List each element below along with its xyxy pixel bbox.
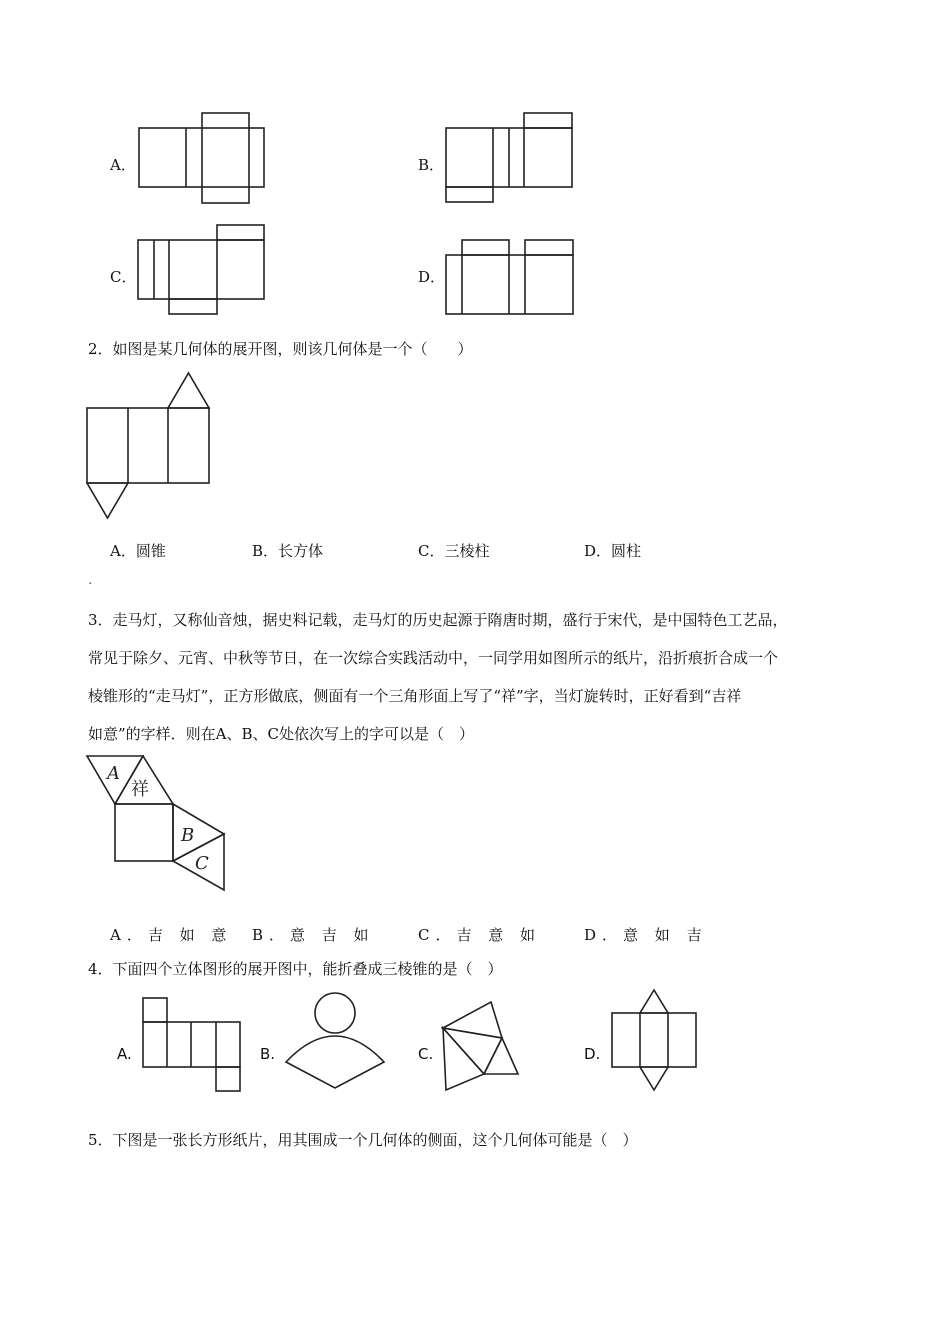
q4-option-a-label[interactable]: A. bbox=[117, 1045, 132, 1063]
q3-line-2: 常见于除夕、元宵、中秋等节日，在一次综合实践活动中，一同学用如图所示的纸片，沿折痕折合成一个 bbox=[88, 649, 779, 667]
q3-label-a: A bbox=[107, 763, 120, 784]
q2-number: 2． bbox=[88, 340, 113, 358]
q4-option-d-label[interactable]: D. bbox=[584, 1045, 601, 1063]
q4-option-c-label[interactable]: C. bbox=[418, 1045, 434, 1063]
q2-option-d[interactable]: D．圆柱 bbox=[584, 542, 642, 560]
q2-option-a[interactable]: A．圆锥 bbox=[110, 542, 166, 560]
q2-option-c[interactable]: C．三棱柱 bbox=[418, 542, 490, 560]
red-dot-mark: · bbox=[88, 576, 93, 592]
q3-label-c: C bbox=[195, 853, 209, 874]
q3-label-b: B bbox=[181, 825, 195, 846]
q3-label-xiang: 祥 bbox=[131, 779, 149, 800]
q3-line-4: 如意”的字样．则在A、B、C处依次写上的字可以是（ ） bbox=[88, 725, 475, 743]
q4-option-b-label[interactable]: B. bbox=[260, 1045, 276, 1063]
q2-stem: 如图是某几何体的展开图，则该几何体是一个（ ） bbox=[112, 340, 473, 358]
q1-option-a-label: A． bbox=[110, 156, 136, 174]
q3-option-b[interactable]: B．意 吉 如 bbox=[252, 926, 375, 944]
q3-option-d[interactable]: D．意 如 吉 bbox=[584, 926, 708, 944]
q3-option-a[interactable]: A．吉 如 意 bbox=[110, 926, 233, 944]
q2-option-b[interactable]: B．长方体 bbox=[252, 542, 324, 560]
q1-option-b-label: B． bbox=[418, 156, 445, 174]
q1-option-c-label: C． bbox=[110, 268, 137, 286]
q4-question-text: 4．下面四个立体图形的展开图中，能折叠成三棱锥的是（ ） bbox=[88, 960, 503, 978]
q5-question-text: 5．下图是一张长方形纸片，用其围成一个几何体的侧面，这个几何体可能是（ ） bbox=[88, 1131, 638, 1149]
q3-line-1: 3．走马灯，又称仙音烛，据史料记载，走马灯的历史起源于隋唐时期，盛行于宋代，是中国特色工艺品， bbox=[88, 611, 788, 629]
q3-line-3: 棱锥形的“走马灯”，正方形做底，侧面有一个三角形面上写了“祥”字，当灯旋转时，正好看到“吉祥 bbox=[88, 687, 742, 705]
q3-option-c[interactable]: C．吉 意 如 bbox=[418, 926, 542, 944]
q1-option-d-label: D． bbox=[418, 268, 446, 286]
